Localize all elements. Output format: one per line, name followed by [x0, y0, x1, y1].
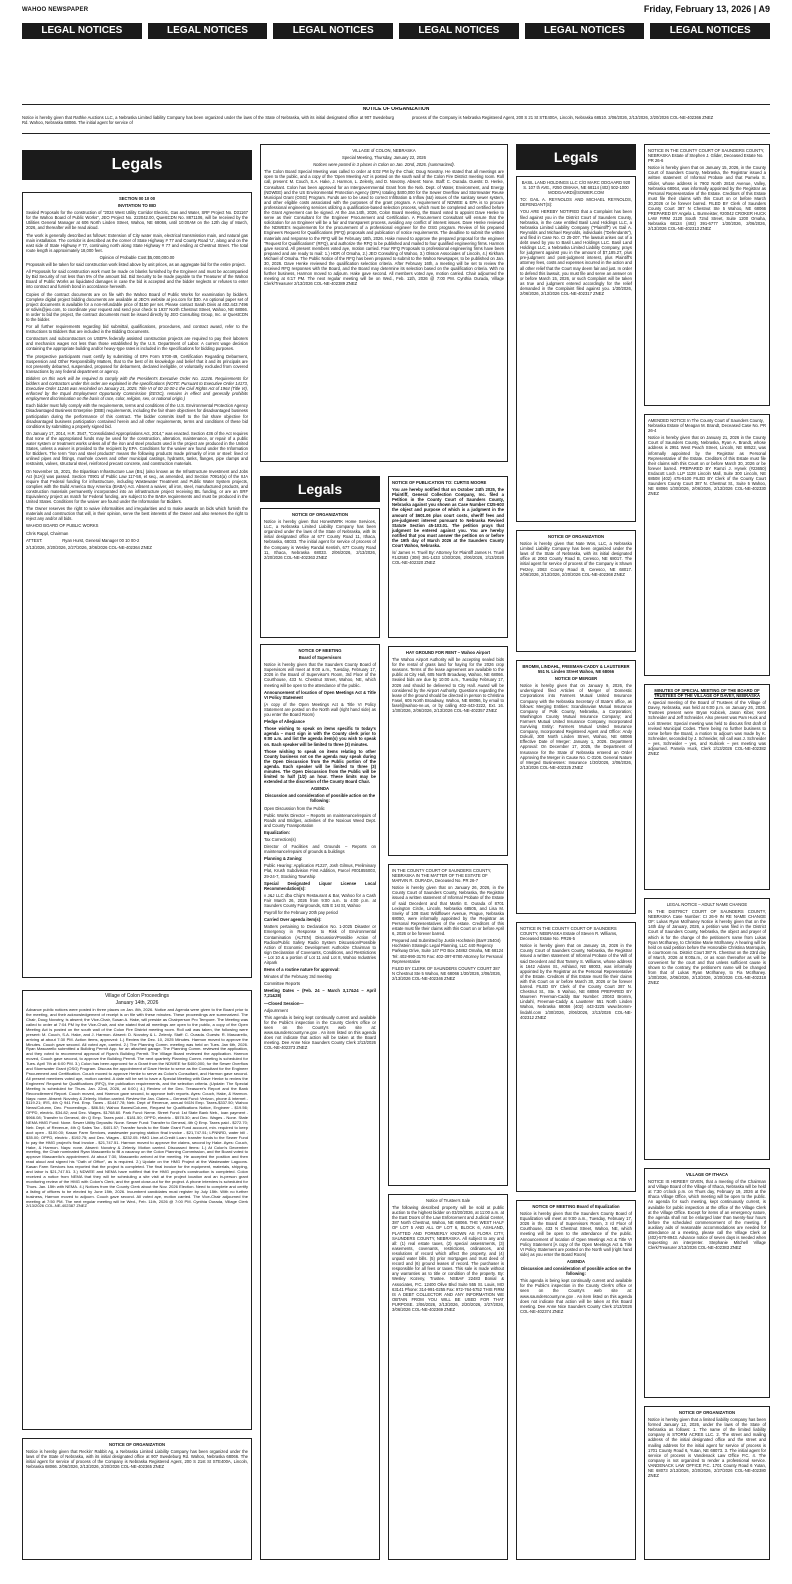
notice-title: NOTICE OF ORGANIZATION — [679, 1410, 735, 1415]
publication-name: WAHOO NEWSPAPER — [22, 7, 89, 13]
notice-title: NOTICE OF ORGANIZATION — [548, 534, 604, 539]
notice-body: A special meeting of the Board of Trustees of the Village of Davey, Nebraska, was held at 6:00 p.m. on January 26, 2026. Trustees present were Bryan Kubicek, Jason Kiber, Kent Schneider and Jeff Schneider. Also present was Pam Huck and Lori Streeter. Special meeting was held to discuss first draft of revised Municipal Codes. There being no further business to come before the Board, a motion to adjourn was made by K. Schneider, seconded by J. Schneider, roll call was J. Schneider – yes, Schneider – yes, and Kubicek – yes meeting was adjourned. Pamela Huck, Clerk 2/13/2026 COL-NE-402382 ZNEZ — [648, 700, 766, 757]
top-notice — [22, 104, 770, 134]
agenda-item: Public Works Director – Reports on maintenance/repairs of Roads and Bridges, activities of the Noxious Weed Dept. and County Transportation — [264, 812, 376, 828]
notice-title: MINUTES OF SPECIAL MEETING OF THE BOARD OF TRUSTEES OF THE VILLAGE OF DAVEY, NEBRASKA — [653, 688, 760, 699]
agenda-item: Committee Reports — [264, 981, 301, 987]
pledge: Pledge of Allegiance — [264, 719, 305, 725]
invitation-to-bid — [22, 192, 252, 978]
hay-ground-for-rent — [388, 646, 508, 856]
notice-title: Village of Colon Proceedings — [104, 993, 170, 999]
notice-organization-reckin — [22, 1438, 252, 1560]
notice-body: Notice is hereby given that on January 15, 2026 in the County Court of Saunders County, Nebraska, the Registrar issued a written statement of Informal Probate of the Will of said Decedent and that Tammy S. Williams, whose address is 1642 Adams St., Ashland, NE 68003, was informally appointed by the Registrar as the Personal Representative of the Estate. Creditors of this Estate must file their claims with this Court on or before March 30, 2026 or be forever barred. FILED BY Clerk of the County Court 387 N. Chestnut St., Ste. 5 Wahoo, NE 68066 PREPARED BY Maureen Freeman-Caddy Bar Number: 20043 Bromm, Lindahl, Freeman-Caddy & Lausterer 551 North Linden Wahoo, Nebraska 68066 (402) 443-3225 www.bromm-lindahl.com 1/30/2026, 2/06/2026, 2/13/2026 COL-NE-402312 ZNEZ — [520, 943, 632, 1020]
notice-body: IN THE DISTRICT COURT OF SAUNDERS COUNTY, NEBRASKA Case Number: CI 26-9 IN RE NAME CHANGE OF: Lukas Ryan McIlhaney Notice is hereby given that on the 14th day of January, 2026, a petition was filed in the District Court of Saunders County, Nebraska, the object and prayer of which is for the change of the petitioner's name from Lukas Ryan McIlhaney, to Christine Marie McIlhaney. A hearing will be held on said petition before the Honorable Christina Marroquin, in courtroom no. District Court 387 N. Chestnut on the 23rd day of March, 2026 at 9:00a.m., or as soon thereafter as will be convenient for the court and that unless sufficient cause is shown to the contrary, the petitioner's name will be changed from that of Lukas Ryan McIlhaney, to Fia McIlhaney. 1/30/2026, 2/06/2026, 2/13/2026, 2/20/2026 COL-NE-402318 ZNEZ — [648, 909, 766, 986]
agenda-item: Adjournment — [264, 1007, 288, 1013]
section-number: SECTION 00 10 00 — [118, 196, 156, 201]
closed-session: —Closed Session— — [264, 1000, 304, 1006]
paragraph: Opinion of Probable Cost $5,000,000.00 — [99, 254, 175, 260]
notice-title: Notice of Trustee's Sale — [425, 1198, 471, 1203]
notice-body: Notice is hereby given that Nate Wos, LLC, a Nebraska Limited Liability Company has been organized under the laws of the State of Nebraska, with its initial designated office at 2063 County Road B, Ceresco, NE 68017. The initial agent for service of process of the Company is Shawn Petzey, 2063 County Road B, Ceresco, NE 68017. 2/06/2026, 2/13/2026, 2/20/2026 COL-NE-402368 ZNEZ — [520, 541, 632, 577]
notice-body: Advance public notices were posted in three places on Jan. 8th, 2026. Notice and Agenda were given to the Board prior to the meeting, and their acknowledgement of receipt is on file with these minutes. These proceedings are summarized. The Chair, Doug Novotny, is absent; the Vice-Chair, Susan A. Hake, will preside as Chairperson Pro Tempore. The Meeting was called to order at 7:04 PM by the Vice-Chair, and she stated that all meetings are open to the public, a copy of the Open Meeting Act is posted on the south wall of the Colon Fire District meeting room. Roll call was taken, the following were present: M. Couch, S.A. Hake, and J. Harmon. Absent: D. Novotny & L. Zelenly. Staff: C. Ourada. Guests: R. Mascarello, arriving at about 7:30 PM. Action items, approved: 1.) Review the Dec. 10, 2025 Minutes. Harmon moved to approve the Minutes. Couch gave second. All voted aye, carried. 2.) The Planning Comm. meeting was held on Tues. Jan 6th, 2026. Ryan Mascarello submitted a Building Permit App. for an attached garage. The Planning Comm. reviewed the application, and they voted to recommend approval of Ryan's Building Permit. The Village Board reviewed the application. Harmon moved, Couch gave second, to approve the Building Permit. The next quarterly Planning Comm. meeting is scheduled for Tues. April 7th at 6:00 PM. 3.) Colon has been approved for a Grant from the NDWEE for $400,000, for the Sewer Overflow and Stormwater Grant (OSG) Program. Discuss the appointment of Dave Henke to serve as the Consultant for the Engineer Procurement and Certification. Couch moved to approve Henke to serve as Colon's Consultant, and Harmon gave second. All present members voted aye, motion carried. A date will be set to have a Special Meeting with Dave Henke to review the Engineers' Request for Qualifications (RFQ), the publication requirements, and the selection criteria. (Update: The Special Meeting is scheduled for Thurs. Jan. 22nd, 2026, at 6:00.) 4.) Review of the Dec. Treasurer's Report and the Bank Reconcilement Report. Couch moved, and Harmon gave second, to approve both reports. Ayes: Couch, Hake, & Harmon. Nays: none. Absent: Novotny & Zelenly. Motion carried. Review the Jan. Claims – General Fund: Verizon, phone & internet - $119.21; IRS, 4th Q 941 Fed. Emp. Taxes - $1447.78; Neb. Dept of Revenue, annual 941N Emp. Taxes-$337.50; Wahoo News/Column, Dec. Proceedings - $86.54; Wahoo Baxes/Column, Request for Qualifications Notice, Engineer - $19.56; OPPD, electric- $34.82; and Dec. Wages- $1768.60. Park Fund: Neme. Street Fund: 1st State Bank Neb., loan payment - $966.08; Transfer to General, 4th Q Emp. Taxes paid - $181.50; OPPD, electric - $578.30; and Dec. Wages - None. State NEMA HMG Fund: None. Sewer Utility Deposits: None. Sewer Fund: Transfer to General, 4th Q Emp. Taxes paid - $272.70; Neb. Dept. of Revenue, 4th Q Sales Tax - $401.57; Transfer funds to the State Grant Fund account, min. required to keep acct open - $100.00; Kasan Farm Services, wastewater pumping station final invoice - $21,747.51; LPNNRD, water bill - $35.00; OPPD, electric - $192.75; and Dec. Wages - $232.05. HMG Line-of-Credit Loan: transfer funds to the Sewer Fund to pay the HMG project's final invoice - $21,747.51. Harmon moved to approve the claims, second by Hake. Ayes: Couch, Hake, & Harmon. Nays: none. Absent: Novotny & Zelenly. Motion carried. Discussed Items: 1.) At Colon's December meeting, the Chair nominated Ryan Mascarello to fill a vacancy on the Colon Planning Commission, and the Board voted to approve Mascarello's appointment. At about 7:30, Mascarello arrived at the meeting. He accepted the position and then read aloud and signed his "Oath of Office", as is required. 2.) Update on the HMG Project at the Wastewater Lagoons. Kasan Farm Services has reported that the project is completed. The final invoice for the equipment, materials, shipping, and labor is $21,747.51. 3.) NDWEE and NEMA have notified that the HMG project's construction is completed. Colon received a notice from NEMA that they will be scheduling a site visit at the project location and an in-person grant monitoring review of the HMG with Colon's Clerk, and the grant close-out for the project. A phone interview is scheduled for Thurs. Jan. 15th with NEMA. 4.) Notices from the County Clerk about the Nov. 2026 Election. Need to complete and certify a listing of officers to be elected by June 15th, 2026. Incumbent candidates must register by July 15th. With no further business, Harmon moved to adjourn. Couch gave second. All voted aye, motion carried. The Vice-Chair adjourned the meeting at 7:50 PM. The next regular meeting will be Wed., Feb. 11th, 2026 @ 7:00 PM. Cynthia Ourada, Village Clerk 2/13/2026 COL-NE-402387 ZNEZ — [26, 1007, 248, 1209]
attest-line — [26, 538, 248, 543]
estate-williams — [516, 922, 636, 1192]
attest-name: Ryan Hurst, General Manager — [62, 537, 119, 543]
attest-label: ATTEST: — [26, 537, 43, 543]
village-of-ithaca — [644, 1168, 770, 1398]
paragraph: All Proposals for said construction work must be made on blanks furnished by the Engineer and must be accompanied by Bid Security of not less than 5% of the amount bid. Bid Security to be made payable to the Treasurer of the Wahoo Board of Public Works as liquidated damages in case the bid is accepted and the bidder neglects or refuses to enter into contract and furnish bond in accordance herewith. — [26, 269, 248, 290]
paragraph: Proposals will be taken for said construction work listed above by unit prices, as an aggregate bid for the entire project. — [26, 262, 246, 268]
legal-tab: LEGAL NOTICES — [273, 23, 393, 39]
notice-body: Notice is hereby given that a limited liability company has been formed January 12, 2026, under the laws of the State of Nebraska as follows: 1. The name of the limited liability company is STORM ACRES LLC. 2. The street and mailing address of the initial designated office and the street and mailing address for the initial agent for service of process is 1701 County Road 6, Yutan, NE 68073. 3. The initial agent for service of process is Vandenack Law Office P.C. 4. The company is not organized to render a professional service. VANDENACK LAW OFFICE P.C. 1701 County Road 6 Yutan, NE 68073 2/13/2026, 2/20/2026, 2/27/2026 COL-NE-402380 ZNEZ — [648, 1417, 766, 1479]
notice-title: NOTICE OF MEETING Board of Equalization — [532, 1204, 620, 1209]
notice-prepared: Prepared and Submitted by Justin Hochstein (Bar# 25404) Hochstein Strategic Legal Planning, LLC 440 Regency Parkway Drive, Suite 147 PO Box 24862 Omaha, NE 68124 Tel: 402-990-3176 Fax: 402-397-8780 Attorney for Personal Representative — [392, 938, 504, 964]
speaker-rules: Those wishing to speak on items specific to today's agenda – must sign in with the County clerk prior to 9:00 a.m. and list the agenda item(s) you wish to speak on. Each speaker will be limited to three (3) minutes. — [264, 726, 376, 747]
agenda-title: AGENDA — [566, 1258, 586, 1264]
notice-body: Notice is hereby given that the Saunders County Board of Equalization will meet at 9:00 a.m., Tuesday, February 17, 2026 in the Board of Supervisors Room, 3 rd Floor of Courthouse, 433 N Chestnut Street, Wahoo, NE, which meeting will be open to the attendance of the public. Announcement of location of Open Meetings Act & Title VI Policy Statement [A copy of the Open Meetings Act & Title VI Policy Statement are posted on the North wall (right hand side) as you enter the Board Room] — [520, 1211, 632, 1257]
legal-tab: LEGAL NOTICES — [650, 23, 770, 39]
colon-proceedings — [22, 990, 252, 1430]
notice-title: NOTICE OF MERGER — [554, 676, 598, 682]
notice-title: NOTICE IN THE COUNTY COURT OF SAUNDERS COUNTY, NEBRASKA Estate of Steven R. Williams, Deceased Estate No. PR26-5 — [520, 926, 618, 942]
top-notice-title: NOTICE OF ORGANIZATION — [362, 107, 430, 112]
notice-organization-storm-acres — [644, 1406, 770, 1560]
agenda-heading: Equalization: — [264, 829, 291, 835]
notice-organization-honestwrk — [260, 508, 380, 638]
legal-tab: LEGAL NOTICES — [525, 23, 645, 39]
paragraph: Bidders on this work will be required to comply with the President's Executive Order No. 11246. Requirements for bidders and contractors under this order are explained in the specifications (NOTE: Pursuant to Executive Order 14173, Executive Order 11246 was rescinded on January 21, 2025. Title VI of 00 10 00-1 the Civil Rights Act of 1964 (Title VI), enforced by the Equal Employment Opportunity Commission (EEOC), remains in effect and generally prohibits employment discrimination on the basis of race, color, religion, sex, or national origin.) — [26, 375, 248, 402]
agenda-heading: Carried Over agenda item(s): — [264, 917, 322, 923]
estate-glider — [644, 144, 770, 406]
notice-body: Notice is hereby given that on January 9, 2026, the undersigned filed Articles of Merger of Domestic Corporations into Farmers Mutual United Insurance Company with the Nebraska Secretary of State's office, as follows: Merging Entities: Scandinavian Mutual Insurance Company of Polk County, Nebraska, a Corporation; Washington County Mutual Insurance Company; and Farmers Mutual United Insurance Company, Incorporated Surviving Entity: Farmers Mutual United Insurance Company, Incorporated Registered Agent and Office: Andy Dokulil, 300 North Linden Street, Wahoo, NE 68066 Effective Date of Merger: January 1, 2026. Department Approval: On December 17, 2025, the Department of Insurance for the State of Nebraska entered an Order Approving the Merger in Cause No. C-3106. General Nature of Merged Businesses: Insurance 1/30/2026, 2/06/2026, 2/13/2026 COL-NE-402325 ZNEZ — [520, 683, 632, 770]
notice-body: Notice is hereby given that the Saunders County Board of Supervisors will meet at 9:00 a.m., Tuesday, February 17, 2026 in the Board of Supervisor's Room, 3rd Floor of the Courthouse, 433 N. Chestnut Street, Wahoo, NE, which meeting will be open to the attendance of the public. — [264, 662, 376, 688]
paragraph: On November 15, 2021, the Bipartisan Infrastructure Law (BIL) (also known as the Infrastructure Investment and Jobs Act (IIJA)) was passed. Section 70901 of Public Law 117-58, et seq., as amended, and Section 70914(a) of the IIJA require that Federal funding for infrastructure, including Wastewater Treatment and Public Water System projects, complies with the Build America Buy America (BABA) Act. Absent a waiver, all iron, steel, manufactured products, and construction materials permanently incorporated into an infrastructure project receiving BIL funding, or are an SRF Equivalency project as match for Federal funding, are subject to the BABA requirements and must be produced in the United States. Conditions for the waiver are found under the Information for Bidders. — [26, 468, 248, 505]
paragraph: Copies of the contract documents are on file with the Wahoo Board of Public Works for examination by bidders. Complete digital project bidding documents are available at JEO's website at jeo.com for $30. An optional paper set of project documents is available for a non-refundable price of $150 per set. Please contact Sarah Divis at 402.443.7496 or sdivis@jeo.com, to coordinate your request and send your check to 1937 North Chestnut Street, Wahoo, NE 68066. In order to bid the project, the contract documents must be issued directly by JEO Consulting Group, Inc. or QuestCDN to the bidder. — [26, 291, 248, 322]
notice-body: NOTICE IS HEREBY GIVEN, that a meeting of the Chairman and Village Board of the Village of Ithaca, Nebraska will be held at 7:30 o'clock p.m. on Thurs day, February 19, 2026 at the Ithaca Village Office, which meeting will be open to the public. An agenda for such meeting, kept continuously current, is available for public inspection at the office of the Village Clerk at the Village Office. Except for items of an emergency nature, the agenda shall not be enlarged later than twenty-four hours before the scheduled commencement of the meeting. If auxiliary aids of reasonable accommodations are needed for attendance at a meeting, please call the Village Clerk at (402)-570-8943. Advance notice of seven days is needed when requesting an interpreter. Stephanie Mitchell Village Clerk/Treasurer 2/13/2026 COL-NE-402383 ZNEZ — [648, 1179, 766, 1251]
notice-to: TO: GAIL A. REYNOLDS AND MICHAEL REYNOLDS, DEFENDANT(S): — [520, 197, 632, 208]
attest-page: 00 10 00-2 — [119, 537, 140, 543]
basil-land-holdings — [516, 176, 636, 522]
notice-body: YOU ARE HEREBY NOTIFIED that a Complaint has been filed against you in the District Court of Saunders County, Nebraska, in the case entitled Basil Land Holdings LLC, a Nebraska Limited Liability Company ("Plaintiff") vs Gail A. Reynolds and Michael Reynolds, individuals ("Defendants"), and filed in Case No. CI 25-207. The lawsuit arises out of a debt owed by you to Basil Land Holdings LLC. Basil Land Holdings LLC, a Nebraska Limited Liability Company, prays for judgment against you in the amount of $7,185.27, plus pre-judgment and post-judgment interest, plus Plaintiff's attorney fees, costs and expenses incurred in the action and all other relief that the Court may deem fair and just. In order to defend this lawsuit, you must file and serve an answer on or before March 15, 2026, or such Complaint will be taken as true and judgment entered accordingly for the relief demanded in the Complaint filed against you. 1/30/2026, 2/06/2026, 2/13/2026 COL-NE-402317 ZNEZ — [520, 209, 632, 296]
notice-body: Notice is hereby given that on January 26, 2026, in the County Court of Saunders County, Nebraska, the Registrar issued a written statement of Informal Probate of the Estate of said Decedent and that Martin E. Ourada of 8701 Lexington Circle, Lincoln, Nebraska 68505, and Lisa M. Sneky of 108 East Wildflower Avenue, Prague, Nebraska 68050, were informally appointed by the Registrar as Personal Representatives of the estate. Creditors of this estate must file their claims with this Court on or before April 6, 2026 or be forever barred. — [392, 885, 504, 937]
notice-body: Notice is hereby given that on January 15, 2026, in the County Court of Saunders County, Nebraska, the Registrar issued a written statement of Informal Probate and that Pamela S. Glider, whose address is 7902 North 281st Avenue, Valley, Nebraska 68064, was informally appointed by the Registrar as Personal Representative of the Estate. Creditors of this Estate must file their claims with this Court on or before March 30,2026 or be forever barred. FILED BY Clerk of Saunders County Court 387 N Chestnut Ste 5 Wahoo, NE 68066 PREPARED BY Angela L. Burmeister, #20042 CROKER HUCK LAW FIRM 2120 South 72nd Street, Suite 1200 Omaha, Nebraska 68124 (402) 391-6777 1/30/2026, 2/06/2026, 2/13/2026 COL-NE-402313 ZNEZ — [648, 165, 766, 232]
notice-title: VILLAGE of COLON, NEBRASKA — [352, 148, 416, 153]
agenda-heading: Special Designated Liquor License Local Recommendation(s): — [264, 880, 376, 891]
notice-title: HAY GROUND FOR RENT – Wahoo Airport — [405, 650, 491, 655]
legal-tab: LEGAL NOTICES — [148, 23, 268, 39]
notice-subtitle: January 14th, 2026 — [115, 1000, 159, 1007]
agenda-title: AGENDA — [310, 786, 330, 792]
estate-ourada — [388, 864, 508, 1186]
adult-name-change — [644, 898, 770, 1160]
legals-banner: Legals — [260, 476, 380, 502]
agenda-item: Minutes of the February 3rd meeting — [264, 974, 332, 980]
legal-tab: LEGAL NOTICES — [399, 23, 519, 39]
notice-title: NOTICE OF ORGANIZATION — [292, 512, 348, 517]
paragraph: The work is generally described as follows: Extension of City water main, electrical transmission main, and natural gas main installation. The corridor is described as the corner of State Highway # 77 and County Road 'U', along and on the east side of State Highway # 77, continuing north along State Highway # 77 and ending at Chestnut Street. The total route length is approximately 18,000 feet. — [26, 232, 248, 253]
agenda-item: Tax Correction(s) — [264, 837, 296, 842]
paragraph: WAHOO BOARD OF PUBLIC WORKS — [26, 523, 99, 529]
notice-title: IN THE COUNTY COURT OF SAUNDERS COUNTY, NEBRASKA IN THE MATTER OF THE ESTATE OF MARVIN R. OURADA, Deceased No. PR 26-7 — [392, 868, 492, 884]
notice-body: Notice is hereby given that HonestWRK Home Services, LLC, a Nebraska Limited Liability Company has been organized under the laws of the State of Nebraska, with its initial designated office at 677 County Road 11, Ithaca, Nebraska, 68033. The initial agent for service of process of the Company is Wesley Randal Kentish, 677 County Road 11, Ithaca, Nebraska 68033. 2/06/2026, 2/13/2026, 2/20/2026 COL-NE-402363 ZNEZ — [264, 519, 376, 560]
paragraph: On January 17, 2014, H.R. 3547, "Consolidated Appropriations Act, 2014," was enacted. Section 436 of the Act requires that none of the appropriated funds may be used for the construction, alteration, maintenance, or repair of a public water system or treatment works unless all of the iron and steel products used in the project are produced in the United States, unless a waiver is provided to the recipient by EPA. Conditions for the waiver are found under the Information for Bidders. The term "iron and steel products" means the following products made primarily of iron or steel: lined or unlined pipes and fittings, manhole covers and other municipal castings, hydrants, tanks, flanges, pipe clamps and restraints, valves, structural steel, reinforced precast concrete, and construction materials. — [26, 430, 248, 467]
paragraph: The prospective participants must certify by submitting of EPA Form 5700-49, Certification Regarding Debarment, Suspension and Other Responsibility Matters, that to the best of its knowledge and belief that it and its principals are not presently debarred, suspended, proposed for debarment, declared ineligible, or voluntarily excluded from covered transactions by any federal department or agency. — [26, 353, 248, 374]
firm-header: BROMM, LINDAHL, FREEMAN-CADDY & LAUSTERER 551 N. Linden Street Wahoo, NE 68066 — [522, 664, 630, 675]
paragraph: Each bidder must fully comply with the requirements, terms and conditions of the U.S. Environmental Protection Agency Disadvantaged Business Enterprise (DBE) requirements, including the fair share objectives for disadvantaged business participation during the performance of this contract. The bidder commits itself to the fair share objective for disadvantaged business participation contained herein and all other requirements, terms and conditions of these bid conditions by submitting a properly signed bid. — [26, 403, 248, 429]
notice-title: BASIL LAND HOLDINGS LLC C/O MARC ODGAARD 920 S. 107 th AVE., #250 OMAHA, NE 68114 (402) 502-1000 MODGAARD@SOWER.COM — [521, 180, 631, 196]
notice-body: The Wahoo Airport Authority will be accepting sealed bids for the rental of grass land for haying for the 2026 crop seasons. Terms of the lease agreement are available to the public at City Hall, 605 North Broadway, Wahoo, NE 68066. Sealed bids are due by 10:00 a.m., Tuesday February 17, 2026 and should be delivered to City Hall. Award will be considered by the Airport Authority. Questions regarding the lease of the ground should be directed in person to Christina Fasel, 605 North Broadway, Wahoo, NE 68066, by email to fasel@wahoo-ne.us, or by calling 402-443-3222, Ext. 16. 1/30/2026, 2/06/2026, 2/13/2026 COL-NE-402357 ZNEZ — [392, 657, 504, 714]
notice-body: You are hereby notified that on October 24th 2025, the Plaintiff, General Collection Company, Inc. filed a Petition in the County Court of Saunders County, Nebraska against you shown as Case Number CI25-603 the object and purpose of which is a judgment in the amount of $601.06 plus court costs, sheriff fees and pre-judgment interest pursuant to Nebraska Revised Statute Section 45-103.01. The petition prays that judgment be entered against you. You are hereby notified that you must answer the petition on or before the 19th day of March 2026 at the Saunders County Court Wahoo, Nebraska. — [392, 487, 504, 549]
notice-title: NOTICE IN THE COUNTY COURT OF SAUNDERS COUNTY, NEBRASKA Estate of Stephen J. Glider, Deceased Estate No. PR 26-6 — [648, 148, 765, 164]
board-of-supervisors-meeting — [260, 644, 380, 1560]
paragraph: Contractors and subcontractors on USEPA federally assisted construction projects are required to pay their laborers and mechanics wages not less than those established by the U.S. Department of Labor. A current wage decision containing the appropriate building and/or heavy-type rates is included in the specifications for bidding purposes. — [26, 336, 248, 352]
speaker-rules: Those wishing to speak on items relating to other County business not on the agenda may speak during the Open Discussion from the Public portion of the agenda. Each speaker will be limited to three (3) minutes. The Open Discussion from the Public will be limited to half (1/2) an hour. These limits may be extended at the discretion of the County Board Chair. — [264, 748, 376, 785]
paragraph: Sealed Proposals for the construction of "2024 West Utility Corridor Electric, Gas and Water, SRF Project No. D31167 for the Wahoo Board of Public Works", JEO Project No. 222042.00, QuestCDN No. 8871106, will be received by the Utilities General Manager at 606 North Linden Street, Wahoo, NE 68066, until 10:00AM on the 12th day of March, 2026, and thereafter will be read aloud. — [26, 210, 248, 231]
notice-body: Notice is hereby given that Reckin' Rabbit Ag, a Nebraska Limited Liability Company has been organized under the laws of the State of Nebraska, with its initial designated office at 907 Swedeburg Rd. Wahoo, Nebraska 68066. The initial agent for service of process of the Company is Nebraska Registered Agent, 200 S 21st St STE400A, Lincoln, Nebraska 68066. 2/06/2026, 2/13/2026, 2/20/2026 COL-NE-402365 ZNEZ — [26, 1449, 248, 1470]
announcement-detail: (A copy of the Open Meetings Act & Title VI Policy Statement are posted on the North wall (right hand side) as you enter the Board Room) — [264, 701, 376, 718]
agenda-subtitle: Discussion and consideration of possible action on the following: — [520, 1266, 632, 1277]
legal-notices-bar — [22, 23, 770, 39]
board-of-equalization — [516, 1200, 636, 1560]
notice-organization-nate-wos — [516, 530, 636, 652]
paragraph: The Owner reserves the right to waive informalities and irregularities and to make awards on bids which furnish the materials and construction that will, in their opinion, serve the best interests of the Owner and also reserves the right to reject any and/or all bids. — [26, 506, 248, 522]
davey-special-meeting — [644, 684, 770, 890]
notice-of-merger — [516, 660, 636, 914]
legals-banner: Legals — [22, 150, 252, 180]
notice-title: VILLAGE OF ITHACA — [685, 1172, 729, 1177]
top-notice-right: process of the Company is Nebraska Registered Agent, 200 S 21 St STE400A, Lincoln, Nebraska 68510. 2/06/2026, 2/13/2026, 2/20/2026 COL-NE-402366 ZNEZ — [412, 115, 714, 120]
agenda-item: Open Discussion from the Public — [264, 805, 325, 811]
agenda-item: Public Hearing: Application #1227, Josh Gilmus, Preliminary Plat, Krush Subdivision First Addition, Parcel #001855003, 29-24-7, Stocking Township — [264, 863, 376, 879]
notice-title: AMENDED NOTICE In The County Court of Saunders County, Nebraska Estate of Meagan M. Brandt, Deceased Case No. PR 26-4 — [648, 418, 767, 434]
notice-body: Notice is hereby given that on January 21, 2026 in the County Court of Saunders County, Nebraska, Ryan A. Brandt, whose address is 2951 West Peach Street, Lincoln, NE 68522, was informally appointed by the Registrar as Personal Representative of the Estate. Creditors of this Estate must file their claims with this Court on or before March 30, 2026 or be forever barred. PREPARED BY Ramzi J. Hynek (#23650) Endacott Loch LLP 1128 Lincoln Mall, Suite 300 Lincoln, NE 68508 (402) 475-5100 FILED BY Clerk of the County Court Saunders County Court 387 N. Chestnut St., Suite 5 Wahoo, NE 68066 1/30/2026, 2/06/2026, 2/13/2026 COL-NE-402330 ZNEZ — [648, 435, 766, 497]
agenda-item: Meeting Dates – (Feb. 24 – March 3,17&24 – April 7,21&28) — [264, 988, 376, 999]
agenda-heading: Items of a routine nature for approval: — [264, 967, 340, 973]
paragraph: Chris Rappl, Chairman — [26, 530, 69, 536]
agenda-item: v J&J LLC dba Chip's Restaurant & Bar, Wahoo for a Cash Fair March 26, 2026 from 9:00 a.m. to 4:00 p.m. at Saunders County Fairgrounds, 635 E 1st St, Wahoo — [264, 892, 376, 909]
notice-title: NOTICE OF PUBLICATION TO: CURTIS MOORE — [392, 480, 487, 485]
agenda-footer: This agenda is being kept continually current and available for the Public's inspection in the County Clerk's office or seen on the County's web site at: www.saunderscounty.ne.gov . An item listed on this agenda does not indicate that action will be taken at the Board meeting. Dee Anne Nice Saunders County Clerk 2/13/2026 COL-NE-402373 ZNEZ — [264, 1014, 376, 1051]
notice-subtitle: Board of Supervisors — [298, 655, 342, 661]
notice-title: NOTICE OF MEETING — [298, 648, 342, 653]
publication-dates: 2/13/2026, 2/20/2026, 2/27/2026, 3/06/2026 COL-NE-402364 ZNEZ — [26, 544, 152, 550]
notice-subtitle: Notices were posted in 3 places in Colon on Jan. 20nd, 2026. (summarized). — [313, 162, 455, 168]
page-header — [0, 0, 792, 20]
agenda-item: Payroll for the February 20th pay period — [264, 910, 338, 916]
agenda-item: Matters pertaining to Declaration No. 1-2025 Disaster or Emergency in Response to Risk of Environmental Contamination (ALTEN) Discussion/Possible Action of Radioo/Public Safety Radio System Discussion/Possible Action of Economic Development Authorize Chairman to sign Declaration of Covenants, Conditions, and Restrictions – Lot 10 & a portion of Lot 11 and Lot 8, Wahoo Industries Airpark — [264, 924, 376, 965]
notice-title: NOTICE OF ORGANIZATION — [109, 1442, 165, 1447]
agenda-subtitle: Discussion and consideration of possible action on the following: — [264, 793, 376, 804]
notice-body: The following described property will be sold at public auction to the highest bidder on 03/20/2026, at 11:00 a.m. at the East Doors of the Law Enforcement and Judicial Center, 387 North Chestnut, Wahoo, NE 68066. THE WEST HALF OF LOT 5 AND ALL OF LOT 6, BLOCK 6, ASHLAND, PLATTED AND FORMERLY KNOWN AS FLORA CITY, SAUNDERS COUNTY, NEBRASKA. All subject to any and all: (1) real estate taxes, (2) special assessments, (3) easements, covenants, restrictions, ordinances, and resolutions of record which affect the property, and (4) unpaid water bills. (5) prior mortgages and trust deed of record and (6) ground leases of record. The purchaser is responsible for all fees or taxes. This sale is made without any warranties as to title or condition of the property. By: Wesley Kozeny, Trustee. NSBA# 22483 Bonial & Associates, P.C. 12400 Olive Blvd Suite 555 St. Louis, MO 63141 Phone: 314-991-0255 Fax: 972-764-5752 THIS FIRM IS A DEBT COLLECTOR AND ANY INFORMATION WE OBTAIN FROM YOU WILL BE USED FOR THAT PURPOSE. 2/06/2026, 2/13/2026, 2/20/2026, 2/27/2026, 3/06/2026 COL-NE-402369 ZNEZ — [392, 1205, 504, 1312]
notice-filed: FILED BY CLERK OF SAUNDERS COUNTY COURT 387 N Chestnut Ste 5 Wahoo, NE 68066 1/30/2026, 2/06/2026, 2/13/2026 COL-NE-402346 ZNEZ — [392, 965, 502, 981]
notice-of-publication — [388, 476, 508, 638]
trustees-sale — [388, 1194, 508, 1560]
section-title: INVITATION TO BID — [117, 203, 157, 209]
notice-signature: /s/ James H. Truell By: Attorney for Plaintiff James H. Truell #142583 (308) 381-1433 1/30/2026, 2/06/2026, 2/13/2026 COL-NE-402320 ZNEZ — [392, 550, 504, 566]
paragraph: For all further requirements regarding bid submittal, qualifications, procedures, and contract award, refer to the Instructions to Bidders that are included in the Bidding Documents. — [26, 324, 248, 335]
notice-title: LEGAL NOTICE – ADULT NAME CHANGE — [666, 902, 748, 907]
colon-special-meeting — [260, 144, 508, 462]
top-notice-left: Notice is hereby given that Rathke Auctions LLC, a Nebraska Limited liability Company has been organized under the laws of the State of Nebraska, with its initial designated office at 907 Swedeburg Rd. Wahoo, Nebraska 68066. The initial agent for service of — [22, 115, 394, 126]
agenda-footer: This agenda is being kept continually current and available for the Public's inspection in the County Clerk's office or seen on the County's web site at: www.saunderscounty.ne.gov . An item listed on this agenda does not indicate that action will be taken at this Board meeting. Dee Anne Nice Saunders County Clerk 2/13/2026 COL-NE-402374 ZNEZ — [520, 1278, 632, 1314]
agenda-heading: Planning & Zoning: — [264, 856, 303, 862]
agenda-item: Director of Facilities and Grounds – Reports on maintenance/repairs of grounds & buildings — [264, 844, 376, 855]
legals-banner: Legals — [516, 144, 636, 170]
notice-body: The Colon Board Special Meeting was called to order at 6:02 PM by the Chair, Doug Novotny. He stated that all meetings are open to the public, and a copy of the 'Open Meeting Act' is posted on the south wall of the Colon Fire District meeting room. Roll call, present: M. Couch, S.A. Hake, J. Harmon, L. Zelenly, and D. Novotny. Absent: None. Staff: C. Ourada. Guests: D. Henke, Consultant. Colon has been approved for an Intergovernmental Grant from the Neb. Dept. of Water, Environment, and Energy (NDWEE) and the US Environmental Protection Agency (EPA) totaling $400,000 for the Sewer Overflow and Stormwater Reuse Municipal Grant (OSG) Program. Funds are to be used to correct Infiltration & Inflow (I&I) issues of the sanitary sewer system, and other eligible costs associated with the purposes of the grant program. A requirement of NDWEE & EPA is to procure professional engineering services utilizing a qualification-based selection process, which must be completed and certified before the Grant Agreement can be signed. At the Jan.14th, 2026, Colon Board meeting, the Board voted to appoint Dave Henke to serve as their Consultant for the Engineer Procurement and Certification. A Procurement Consultant will ensure that the solicitation for an Engineer will be a fair and transparent process, avoiding any conflict of interest issues. Dave Henke reviewed the NDWEE's requirements for the procurement of a professional engineer for the OSG program. Review of his prepared Engineers Request for Qualifications (RFQ) proposals and publication of notice requirements. The deadline to submit the written materials and response to the RFQ will be February 16th, 2026. Hake moved to approve the prepared proposal for the engineer "Request for Qualifications" (RFQ), and authorize the RFQ to be published and mailed to four qualified engineering firms. Harmon gave second. All present members voted aye, motion carried. Four RFQ Proposals to professional engineering firms have been prepared and are ready to mail: 1.) HDR of Omaha, 2.) JEO Consulting of Wahoo, 3.) Olsson Associates of Lincoln, 4.) Kirkham Michael of Omaha. The Public Notice of the RFQ has been prepared to submit to the Wahoo Newspaper, to be published on Jan. 30, 2026. Dave Henke reviewed the qualification selection criteria. After February 16th, a meeting will be set to review the received RFQ responses with the Board, and the Board may determine its selection based on the qualification criteria. With no further business, Harmon moved to adjourn. Hake gave second. All members voted aye, motion carried. Chair adjourned the meeting at 6:17 PM. The next regular meeting will be on Wed., Feb. 11th, 2026 @ 7:00 PM. Cynthia Ourada, Village Clerk/Treasurer 2/13/2026 COL-NE-402389 ZNEZ — [264, 169, 504, 287]
page-date: Friday, February 13, 2026 | A9 — [643, 4, 770, 14]
legal-tab: LEGAL NOTICES — [22, 23, 142, 39]
notice-subtitle: Special Meeting, Thursday, January 22, 2026 — [342, 155, 426, 161]
announcement: Announcement of location of Open Meetings Act & Title VI Policy Statement — [264, 689, 376, 700]
estate-brandt — [644, 414, 770, 676]
